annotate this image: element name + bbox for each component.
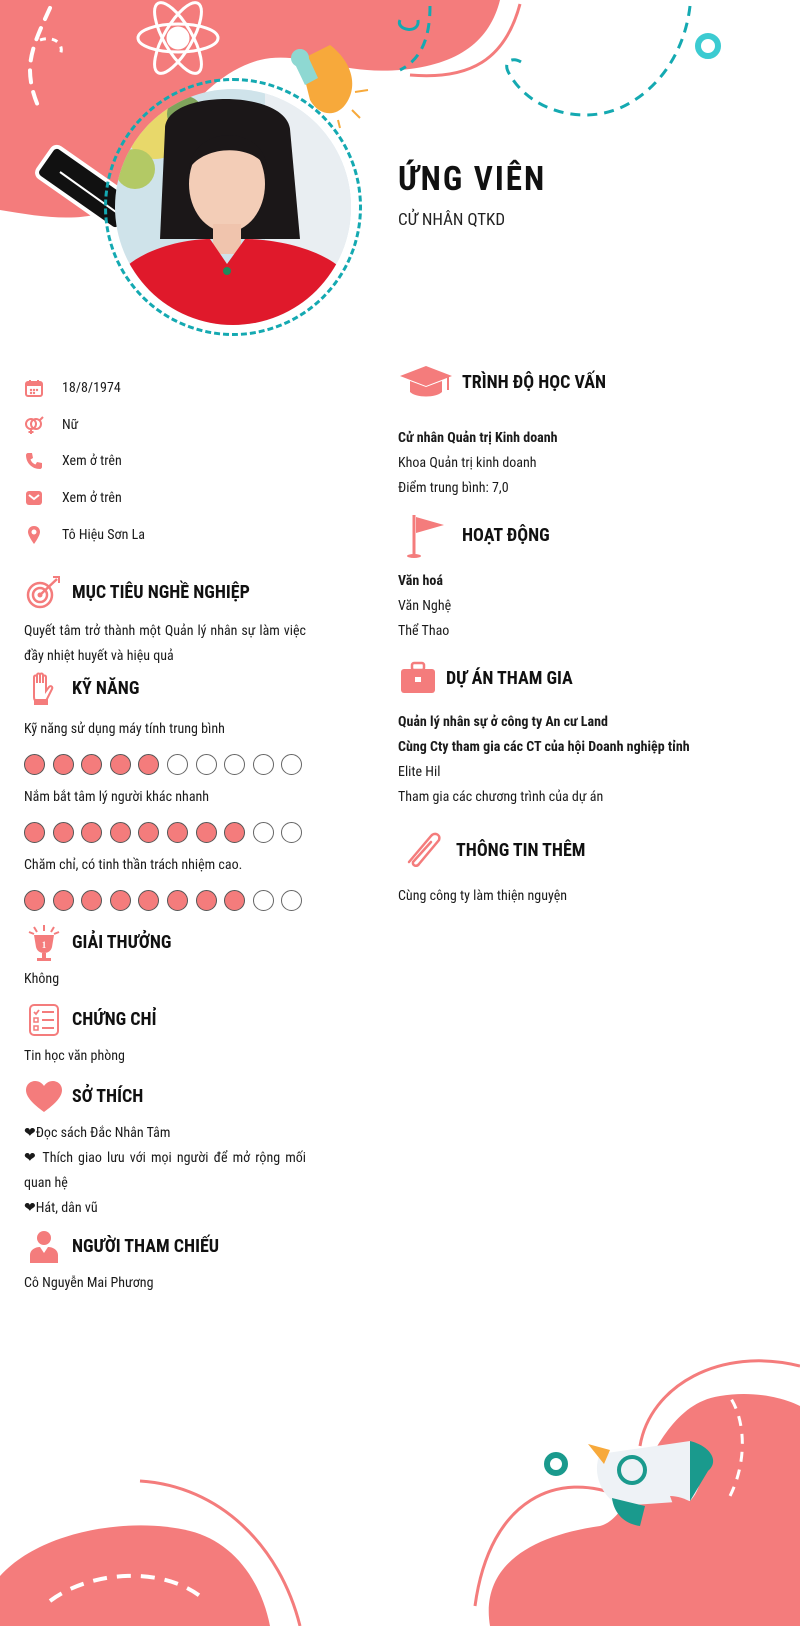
rating-dot-filled: [138, 822, 159, 843]
education-faculty: Khoa Quản trị kinh doanh: [398, 455, 537, 471]
project-line: Elite Hil: [398, 764, 441, 780]
projects-title: DỰ ÁN THAM GIA: [446, 667, 573, 689]
rating-dot-empty: [281, 822, 302, 843]
rating-dot-filled: [53, 754, 74, 775]
rating-dot-filled: [53, 822, 74, 843]
additional-title: THÔNG TIN THÊM: [456, 839, 586, 861]
activity-item: Văn Nghệ: [398, 598, 452, 614]
flag-icon: [398, 511, 454, 559]
rating-dot-filled: [24, 890, 45, 911]
left-column: [24, 370, 306, 1296]
hobby-item: ❤Đọc sách Đắc Nhân Tâm: [24, 1124, 171, 1141]
hobby-item: ❤ Thích giao lưu với mọi người để mở rộng mối quan hệ: [24, 1149, 306, 1191]
teal-ring: [698, 36, 718, 56]
dashed-swirl-right: [507, 6, 690, 115]
info-email: [24, 480, 306, 517]
skills-heading: [24, 669, 306, 709]
rating-dot-empty: [281, 754, 302, 775]
skill-name: Kỹ năng sử dụng máy tính trung bình: [24, 720, 225, 737]
footer-blob-left: [0, 1525, 270, 1626]
skill-rating: [24, 822, 306, 843]
candidate-name: ỨNG VIÊN: [398, 160, 547, 199]
svg-text:1: 1: [41, 939, 47, 950]
checklist-icon: [24, 1000, 64, 1040]
email-icon: [24, 488, 44, 508]
activities-heading-text: Văn hoá: [398, 573, 443, 589]
awards-text: Không: [24, 970, 60, 987]
candidate-degree: CỬ NHÂN QTKD: [398, 210, 506, 230]
skills-list: [24, 717, 306, 911]
hobbies-list: [24, 1121, 306, 1221]
references-title: NGƯỜI THAM CHIẾU: [72, 1236, 220, 1258]
rating-dot-filled: [81, 890, 102, 911]
education-title: TRÌNH ĐỘ HỌC VẤN: [462, 371, 607, 393]
birthdate-value: 18/8/1974: [62, 380, 121, 397]
rating-dot-empty: [224, 754, 245, 775]
calendar-icon: [24, 378, 44, 398]
rating-dot-filled: [224, 890, 245, 911]
education-gpa: Điểm trung bình: 7,0: [398, 480, 509, 496]
target-icon: [24, 573, 64, 613]
additional-text: Cùng công ty làm thiện nguyện: [398, 888, 568, 904]
projects-details: [398, 710, 728, 810]
rating-dot-filled: [24, 754, 45, 775]
info-gender: [24, 407, 306, 444]
activities-title: HOẠT ĐỘNG: [462, 524, 550, 546]
rating-dot-filled: [53, 890, 74, 911]
objective-heading: [24, 573, 306, 613]
info-phone: [24, 443, 306, 480]
location-icon: [24, 525, 44, 545]
activities-details: [398, 569, 728, 644]
project-line: Tham gia các chương trình của dự án: [398, 789, 604, 805]
hobbies-heading: [24, 1077, 306, 1117]
rating-dot-filled: [167, 890, 188, 911]
rating-dot-filled: [81, 754, 102, 775]
info-address: [24, 516, 306, 553]
awards-heading: [24, 923, 306, 963]
right-column: [398, 362, 728, 909]
objective-text: Quyết tâm trở thành một Quản lý nhân sự làm việc đầy nhiệt huyết và hiệu quả: [24, 622, 306, 664]
footer-ring: [547, 1455, 565, 1473]
graduation-cap-icon: [398, 362, 454, 402]
skills-title: KỸ NĂNG: [72, 678, 140, 700]
profile-photo-illustration: [115, 89, 351, 325]
education-degree: Cử nhân Quản trị Kinh doanh: [398, 430, 558, 446]
skill-name: Chăm chỉ, có tinh thần trách nhiệm cao.: [24, 856, 243, 873]
rating-dot-filled: [110, 754, 131, 775]
rating-dot-empty: [167, 754, 188, 775]
rating-dot-filled: [196, 890, 217, 911]
references-heading: [24, 1227, 306, 1267]
project-line: Cùng Cty tham gia các CT của hội Doanh nghiệp tỉnh: [398, 739, 690, 755]
trophy-icon: [24, 923, 64, 963]
profile-photo: [115, 89, 351, 325]
objective-title: MỤC TIÊU NGHỀ NGHIỆP: [72, 582, 250, 604]
phone-icon: [24, 451, 44, 471]
certificates-title: CHỨNG CHỈ: [72, 1009, 157, 1031]
certificates-heading: [24, 1000, 306, 1040]
hand-icon: [24, 669, 64, 709]
phone-value[interactable]: Xem ở trên: [62, 453, 122, 470]
activities-heading: [398, 511, 728, 559]
paperclip-icon: [398, 830, 448, 870]
info-birthdate: [24, 370, 306, 407]
rating-dot-filled: [167, 822, 188, 843]
heart-icon: [24, 1077, 64, 1117]
project-line: Quản lý nhân sự ở công ty An cư Land: [398, 714, 608, 730]
rating-dot-filled: [110, 890, 131, 911]
activity-item: Thể Thao: [398, 623, 450, 639]
certificates-text: Tin học văn phòng: [24, 1047, 125, 1064]
rating-dot-empty: [253, 754, 274, 775]
rating-dot-empty: [253, 822, 274, 843]
rating-dot-filled: [138, 890, 159, 911]
hobbies-title: SỞ THÍCH: [72, 1086, 144, 1108]
rating-dot-filled: [196, 822, 217, 843]
rating-dot-empty: [196, 754, 217, 775]
rating-dot-empty: [281, 890, 302, 911]
address-value: Tô Hiệu Sơn La: [62, 526, 145, 543]
skill-rating: [24, 754, 306, 775]
footer-decoration: [0, 1346, 800, 1626]
projects-heading: [398, 658, 728, 698]
rating-dot-filled: [224, 822, 245, 843]
education-heading: [398, 362, 728, 402]
gender-value: Nữ: [62, 416, 79, 433]
gender-icon: [24, 415, 44, 435]
education-details: [398, 426, 728, 501]
rating-dot-empty: [253, 890, 274, 911]
briefcase-icon: [398, 658, 438, 698]
rating-dot-filled: [81, 822, 102, 843]
rating-dot-filled: [138, 754, 159, 775]
skill-name: Nắm bắt tâm lý người khác nhanh: [24, 788, 210, 805]
rating-dot-filled: [110, 822, 131, 843]
person-icon: [24, 1227, 64, 1267]
skill-rating: [24, 890, 306, 911]
additional-heading: [398, 830, 728, 870]
references-text: Cô Nguyễn Mai Phương: [24, 1274, 154, 1291]
hobby-item: ❤Hát, dân vũ: [24, 1199, 98, 1216]
email-value[interactable]: Xem ở trên: [62, 490, 122, 507]
awards-title: GIẢI THƯỞNG: [72, 932, 172, 954]
profile-photo-frame: [104, 78, 362, 336]
rating-dot-filled: [24, 822, 45, 843]
